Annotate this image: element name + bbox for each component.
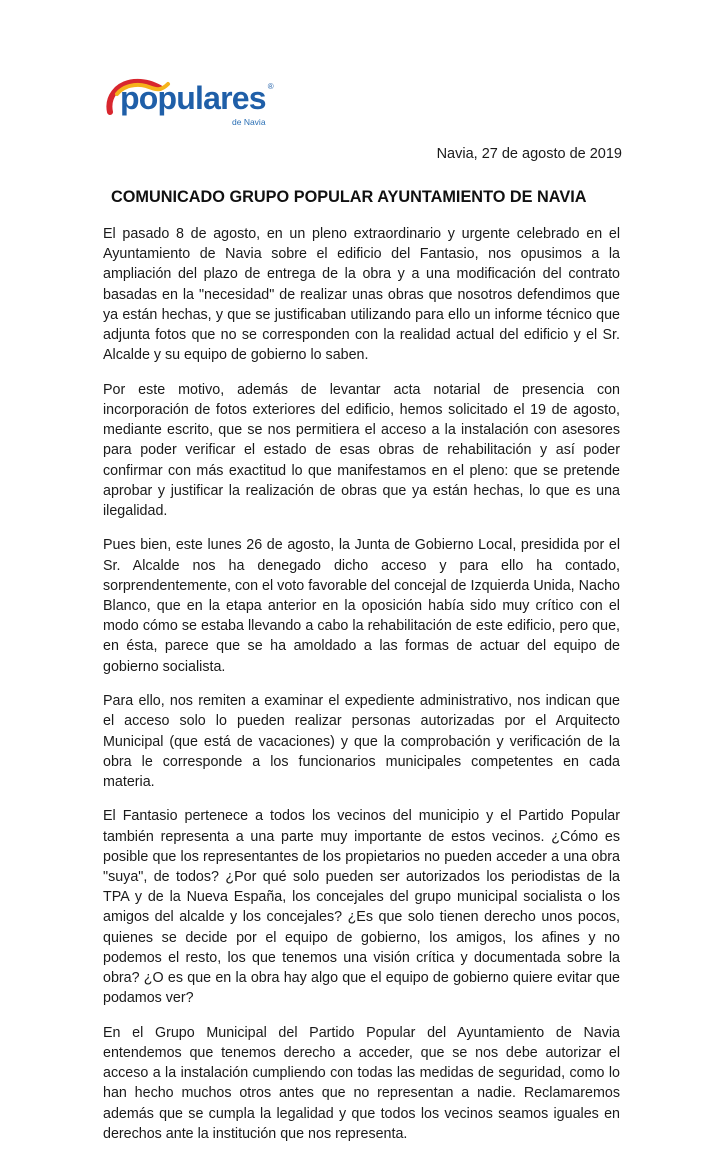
document-title: COMUNICADO GRUPO POPULAR AYUNTAMIENTO DE NAVIA xyxy=(111,188,587,206)
populares-logo xyxy=(104,78,304,134)
logo-subtitle: de Navia xyxy=(232,117,266,127)
document-date: Navia, 27 de agosto de 2019 xyxy=(436,146,622,162)
paragraph: El pasado 8 de agosto, en un pleno extraordinario y urgente celebrado en el Ayuntamiento de Navia sobre el edificio del Fantasio, nos opusimos a la ampliación del plazo de entrega de la obra y a una modificación del contrato basadas en la "necesidad" de realizar unas obras que nosotros defendimos que ya están hechas, y que se justificaban utilizando para ello un informe técnico que adjunta fotos que no se corresponden con la realidad actual del edificio y el Sr. Alcalde y su equipo de gobierno lo saben. xyxy=(103,226,620,364)
paragraph: Para ello, nos remiten a examinar el expediente administrativo, nos indican que el acceso solo lo pueden realizar personas autorizadas por el Arquitecto Municipal (que está de vacaciones) y que la comprobación y verificación de la obra le corresponde a los funcionarios municipales competentes en cada materia. xyxy=(103,693,620,790)
paragraph: El Fantasio pertenece a todos los vecinos del municipio y el Partido Popular también representa a una parte muy importante de estos vecinos. ¿Cómo es posible que los representantes de los propietarios no pueden acceder a una obra "suya", de todos? ¿Por qué solo pueden ser autorizados los periodistas de la TPA y de la Nueva España, los concejales del grupo municipal socialista o los amigos del alcalde y los concejales? ¿Es que solo tienen derecho unos pocos, quienes se decide por el equipo de gobierno, los amigos, los afines y no podemos el resto, los que tenemos una visión crítica y documentada sobre la obra? ¿O es que en la obra hay algo que el equipo de gobierno quiere evitar que podamos ver? xyxy=(103,808,620,1007)
paragraph: En el Grupo Municipal del Partido Popular del Ayuntamiento de Navia entendemos que tenemos derecho a acceder, que se nos debe autorizar el acceso a la instalación cumpliendo con todas las medidas de seguridad, como lo han hecho muchos otros antes que no representan a nadie. Reclamaremos además que se cumpla la legalidad y que todos los vecinos seamos iguales en derechos ante la institución que nos representa. xyxy=(103,1024,620,1142)
paragraph: Pues bien, este lunes 26 de agosto, la Junta de Gobierno Local, presidida por el Sr. Alcalde nos ha denegado dicho acceso y para ello ha contado, sorprendentemente, con el voto favorable del concejal de Izquierda Unida, Nacho Blanco, que en la etapa anterior en la oposición había sido muy crítico con el modo cómo se estaba llevando a cabo la rehabilitación de este edificio, pero que, en ésta, parece que se ha amoldado a las formas de actuar del equipo de gobierno socialista. xyxy=(103,537,620,675)
logo-wordmark: populares xyxy=(120,80,266,116)
logo-registered-mark: ® xyxy=(267,82,274,91)
paragraph: Por este motivo, además de levantar acta notarial de presencia con incorporación de fotos exteriores del edificio, hemos solicitado el 19 de agosto, mediante escrito, que se nos permitiera el acceso a la instalación con asesores para poder verificar el estado de esas obras de rehabilitación y así poder confirmar con más exactitud lo que manifestamos en el pleno: que se pretende aprobar y justificar la realización de obras que ya están hechas, lo que es una ilegalidad. xyxy=(103,381,620,519)
document-body xyxy=(103,224,620,1158)
logo-wordmark-row xyxy=(120,82,274,114)
